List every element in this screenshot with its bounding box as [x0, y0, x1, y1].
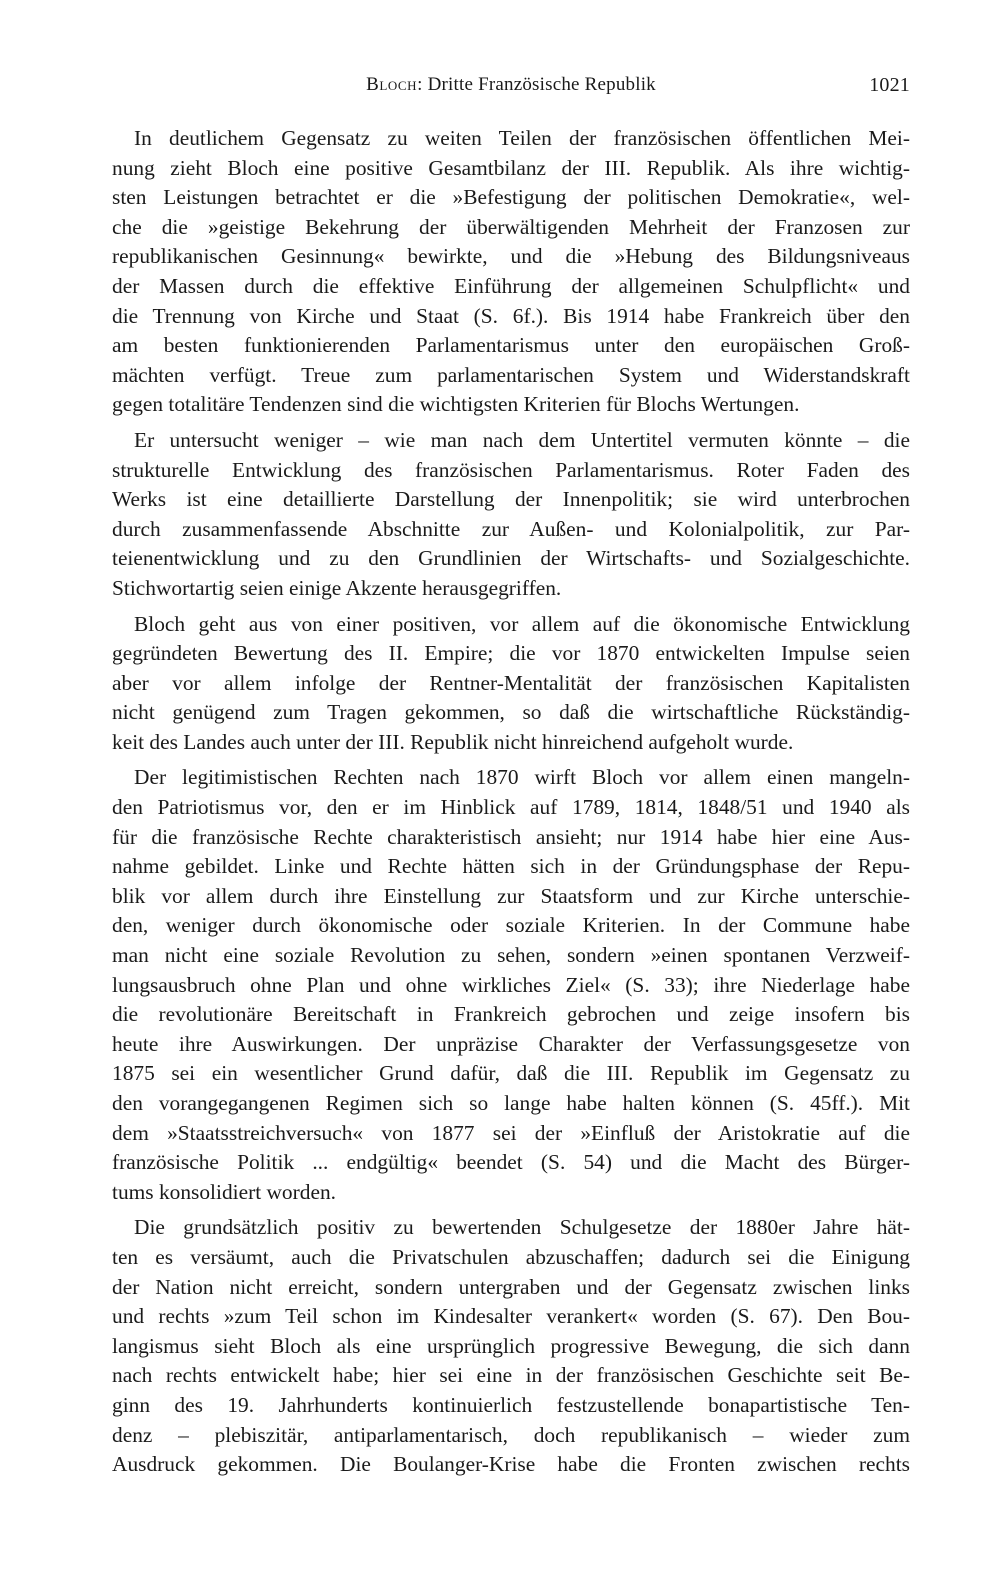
text-line: für die französische Rechte charakteristisch ansieht; nur 1914 habe hier eine Aus- [112, 824, 910, 849]
running-head [112, 68, 910, 108]
text-line: heute ihre Auswirkungen. Der unpräzise Charakter der Verfassungsgesetze von [112, 1031, 910, 1056]
text-line: lungsausbruch ohne Plan und ohne wirkliches Ziel« (S. 33); ihre Niederlage habe [112, 972, 910, 997]
text-line: keit des Landes auch unter der III. Republik nicht hinreichend aufgeholt wurde. [112, 729, 794, 754]
text-line: Stichwortartig seien einige Akzente herausgegriffen. [112, 575, 562, 600]
paragraph [112, 763, 910, 1207]
text-line: Die grundsätzlich positiv zu bewertenden Schulgesetze der 1880er Jahre hät- [134, 1215, 910, 1240]
text-line: Ausdruck gekommen. Die Boulanger-Krise habe die Fronten zwischen rechts [112, 1452, 910, 1477]
text-line: aber vor allem infolge der Rentner-Mentalität der französischen Kapitalisten [112, 670, 910, 695]
paragraph [112, 426, 910, 604]
paragraph [112, 610, 910, 758]
text-line: die Trennung von Kirche und Staat (S. 6f.). Bis 1914 habe Frankreich über den [112, 303, 910, 328]
text-line: teienentwicklung und zu den Grundlinien der Wirtschafts- und Sozialgeschichte. [112, 546, 910, 571]
text-line: Werks ist eine detaillierte Darstellung der Innenpolitik; sie wird unterbrochen [112, 487, 910, 512]
text-line: denz – plebiszitär, antiparlamentarisch, doch republikanisch – wieder zum [112, 1422, 910, 1447]
text-line: nach rechts entwickelt habe; hier sei eine in der französischen Geschichte seit Be- [112, 1363, 910, 1388]
text-line: ginn des 19. Jahrhunderts kontinuierlich festzustellende bonapartistische Ten- [112, 1392, 910, 1417]
text-line: In deutlichem Gegensatz zu weiten Teilen der französischen öffentlichen Mei- [134, 126, 910, 150]
text-line: der Massen durch die effektive Einführung der allgemeinen Schulpflicht« und [112, 273, 910, 298]
text-line: che die »geistige Bekehrung der überwältigenden Mehrheit der Franzosen zur [112, 214, 910, 239]
running-title [112, 74, 910, 96]
text-line: Er untersucht weniger – wie man nach dem Untertitel vermuten könnte – die [134, 427, 910, 452]
text-line: blik vor allem durch ihre Einstellung zur Staatsform und zur Kirche unterschie- [112, 883, 910, 908]
text-line: tums konsolidiert worden. [112, 1179, 336, 1204]
text-line: am besten funktionierenden Parlamentarismus unter den europäischen Groß- [112, 333, 910, 358]
text-line: nicht genügend zum Tragen gekommen, so daß die wirtschaftliche Rückständig- [112, 700, 910, 725]
text-line: man nicht eine soziale Revolution zu sehen, sondern »einen spontanen Verzweif- [112, 943, 910, 968]
text-line: durch zusammenfassende Abschnitte zur Außen- und Kolonialpolitik, zur Par- [112, 516, 910, 541]
text-line: langismus sieht Bloch als eine ursprünglich progressive Bewegung, die sich dann [112, 1333, 910, 1358]
book-title: : Dritte Französische Republik [417, 74, 656, 95]
page-number: 1021 [869, 74, 910, 96]
paragraph [112, 124, 910, 420]
text-line: gegründeten Bewertung des II. Empire; die vor 1870 entwickelten Impulse seien [112, 641, 910, 666]
paragraph [112, 1213, 910, 1479]
text-line: strukturelle Entwicklung des französischen Parlamentarismus. Roter Faden des [112, 457, 910, 482]
text-line: den vorangegangenen Regimen sich so lange habe halten können (S. 45ff.). Mit [112, 1091, 910, 1115]
text-line: Der legitimistischen Rechten nach 1870 wirft Bloch vor allem einen mangeln- [134, 765, 910, 790]
text-line: 1875 sei ein wesentlicher Grund dafür, daß die III. Republik im Gegensatz zu [112, 1061, 910, 1086]
text-line: sten Leistungen betrachtet er die »Befestigung der politischen Demokratie«, wel- [112, 185, 910, 210]
text-line: die revolutionäre Bereitschaft in Frankreich gebrochen und zeige insofern bis [112, 1002, 910, 1027]
text-line: dem »Staatsstreichversuch« von 1877 sei der »Einfluß der Aristokratie auf die [112, 1120, 910, 1145]
text-line: den Patriotismus vor, den er im Hinblick auf 1789, 1814, 1848/51 und 1940 als [112, 795, 910, 820]
text-line: und rechts »zum Teil schon im Kindesalter verankert« worden (S. 67). Den Bou- [112, 1304, 910, 1329]
text-line: ten es versäumt, auch die Privatschulen abzuschaffen; dadurch sei die Einigung [112, 1244, 910, 1269]
document-page [112, 68, 910, 1480]
text-line: nung zieht Bloch eine positive Gesamtbilanz der III. Republik. Als ihre wichtig- [112, 155, 910, 180]
text-line: Bloch geht aus von einer positiven, vor allem auf die ökonomische Entwicklung [134, 611, 910, 636]
text-line: französische Politik ... endgültig« beendet (S. 54) und die Macht des Bürger- [112, 1150, 910, 1175]
text-line: gegen totalitäre Tendenzen sind die wichtigsten Kriterien für Blochs Wertungen. [112, 392, 800, 417]
body-text [112, 124, 910, 1480]
text-line: den, weniger durch ökonomische oder soziale Kriterien. In der Commune habe [112, 913, 910, 938]
author-name: Bloch [366, 74, 418, 95]
text-line: republikanischen Gesinnung« bewirkte, und die »Hebung des Bildungsniveaus [112, 244, 910, 269]
text-line: mächten verfügt. Treue zum parlamentarischen System und Widerstandskraft [112, 362, 910, 387]
text-line: der Nation nicht erreicht, sondern untergraben und der Gegensatz zwischen links [112, 1274, 910, 1299]
text-line: nahme gebildet. Linke und Rechte hätten sich in der Gründungsphase der Repu- [112, 854, 910, 879]
